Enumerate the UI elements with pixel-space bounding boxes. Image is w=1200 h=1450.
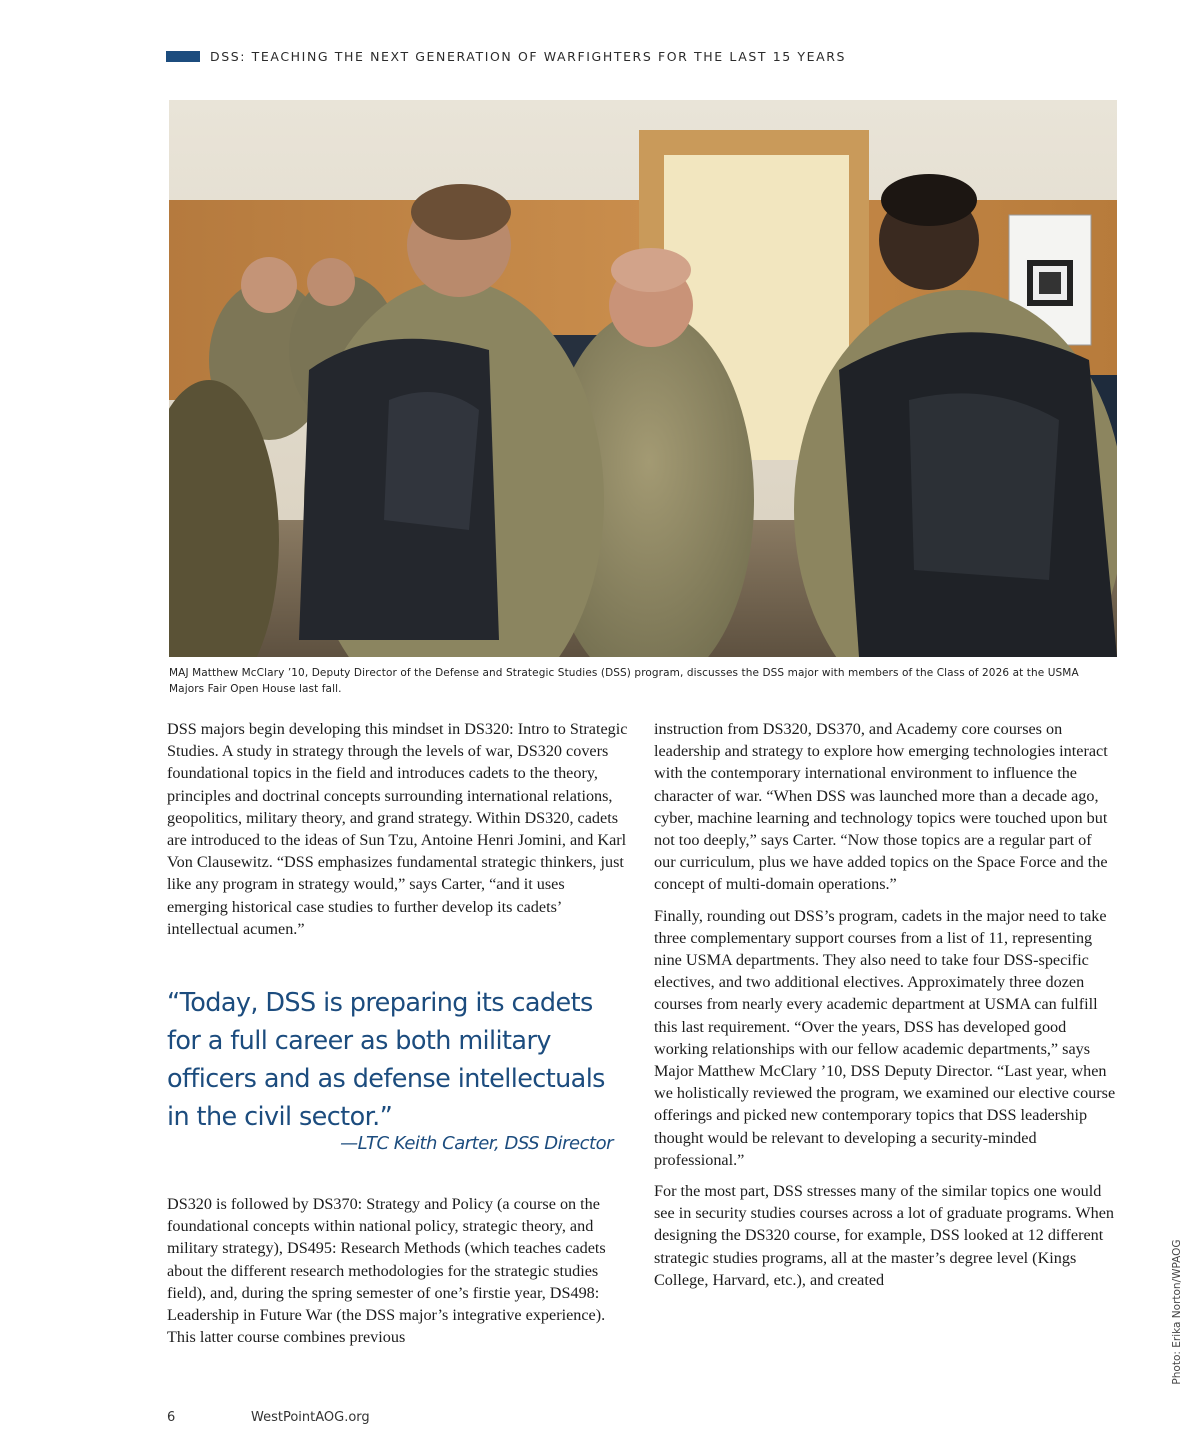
left-column-bottom bbox=[167, 1193, 629, 1357]
running-header bbox=[166, 46, 846, 66]
page-number: 6 bbox=[167, 1410, 176, 1425]
photo-caption: MAJ Matthew McClary ’10, Deputy Director of the Defense and Strategic Studies (DSS) program, discusses the DSS major with members of the Class of 2026 at the USMA Majors Fair Open House last fall. bbox=[169, 667, 1079, 695]
left-paragraph-2: DS320 is followed by DS370: Strategy and Policy (a course on the foundational concepts within national policy, strategic theory, and military strategy), DS495: Research Methods (which teaches cadets about the different research methodologies for the strategic studies field), and, during the spring semester of one’s firstie year, DS498: Leadership in Future War (the DSS major’s integrative experience). This latter course combines previous bbox=[167, 1195, 606, 1347]
left-column-top bbox=[167, 718, 629, 949]
right-paragraph-1: instruction from DS320, DS370, and Academy core courses on leadership and strategy to explore how emerging technologies interact with the contemporary international environment to influence the character of war. “When DSS was launched more than a decade ago, cyber, machine learning and technology topics were touched upon but not too deeply,” says Carter. “Now those topics are a regular part of our curriculum, plus we have added topics on the Space Force and the concept of multi-domain operations.” bbox=[654, 720, 1108, 894]
right-paragraph-3: For the most part, DSS stresses many of the similar topics one would see in security studies courses across a lot of graduate programs. When designing the DS320 course, for example, DSS looked at 12 different strategic studies programs, all at the master’s degree level (Kings College, Harvard, etc.), and created bbox=[654, 1182, 1115, 1289]
photo-illustration bbox=[169, 100, 1117, 657]
right-paragraph-2: Finally, rounding out DSS’s program, cadets in the major need to take three complementary support courses from a list of 11, representing nine USMA departments. They also need to take four DSS-specific electives, and two additional electives. Approximately three dozen courses from nearly every academic department at USMA can fulfill this last requirement. “Over the years, DSS has developed good working relationships with our fellow academic departments,” says Major Matthew McClary ’10, DSS Deputy Director. “Last year, when we holistically reviewed the program, we examined our elective course offerings and picked new contemporary topics that DSS leadership thought would be relevant to developing a security-minded professional.” bbox=[654, 906, 1116, 1169]
left-paragraph-1: DSS majors begin developing this mindset in DS320: Intro to Strategic Studies. A study in strategy through the levels of war, DS320 covers foundational topics in the field and introduces cadets to the theory, principles and doctrinal concepts surrounding international relations, geopolitics, military theory, and grand strategy. Within DS320, cadets are introduced to the ideas of Sun Tzu, Antoine Henri Jomini, and Karl Von Clausewitz. “DSS emphasizes fundamental strategic thinkers, just like any program in strategy would,” says Carter, “and it uses emerging historical case studies to further develop its cadets’ intellectual acumen.” bbox=[167, 720, 628, 938]
feature-photo bbox=[169, 100, 1117, 657]
right-column bbox=[654, 718, 1116, 1300]
footer-site-link[interactable]: WestPointAOG.org bbox=[251, 1410, 370, 1425]
header-accent-bar bbox=[166, 51, 200, 62]
pull-quote: “Today, DSS is preparing its cadets for a full career as both military officers and as defense intellectuals in the civil sector.” bbox=[167, 988, 605, 1132]
photo-credit: Photo: Erika Norton/WPAOG bbox=[1171, 1239, 1183, 1385]
pull-quote-attribution: —LTC Keith Carter, DSS Director bbox=[340, 1133, 613, 1154]
running-title: DSS: TEACHING THE NEXT GENERATION OF WARFIGHTERS FOR THE LAST 15 YEARS bbox=[210, 48, 847, 64]
